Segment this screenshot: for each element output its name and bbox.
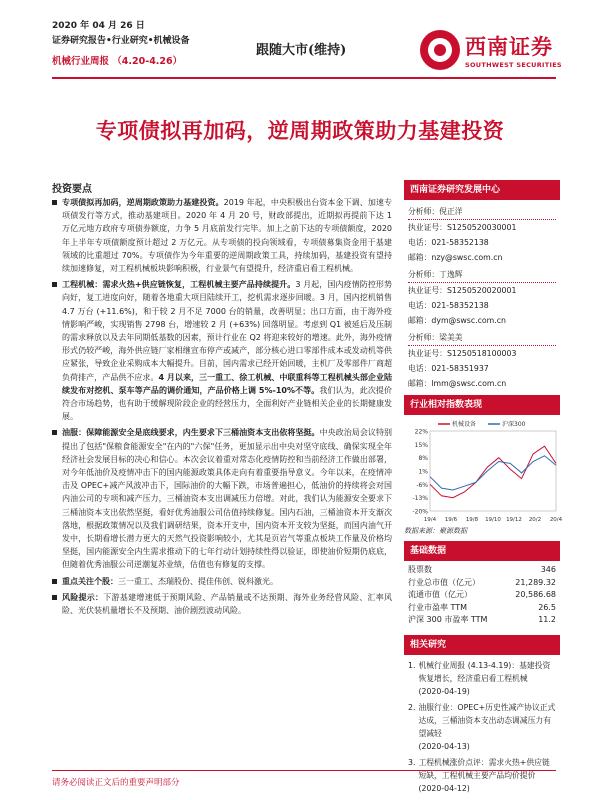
- related-date: (2020-04-12): [418, 783, 470, 793]
- report-date: 2020 年 04 月 26 日: [52, 21, 145, 31]
- footer-divider: [52, 770, 556, 771]
- bullet-policy: [52, 196, 392, 275]
- analyst-block: [408, 204, 556, 265]
- x-tick-label: 19/12: [506, 517, 522, 523]
- related-title: 机械行业周报 (4.13-4.19)：基建投资恢复增长，经济重启看工程机械: [418, 660, 551, 683]
- analyst-email[interactable]: 邮箱：nzy@swsc.com.cn: [408, 253, 503, 262]
- analyst-block: [408, 267, 556, 328]
- related-item[interactable]: [408, 756, 556, 795]
- related-number: 1.: [408, 660, 416, 670]
- logo-name-en: SOUTHWEST SECURITIES: [465, 61, 562, 69]
- bullet-lead: 风险提示：: [62, 592, 104, 602]
- fundamentals-value: 20,586.68: [515, 590, 556, 599]
- bullet-text: 2019 年起，中央积极出台资本金下调、加速专项债发行等方式，推动基建项目。2020 年 4 月 20 号，财政部提出，近期拟再提前下达 1 万亿元地方政府专项债券额度，力争 5 月底前发行完毕。加上之前下达的专项债额度，2020 年上半年专项债额度预计超过 2 万亿元。从专项债的投向领域看，专项债募集资金用于基建领域的比重超过 70%。专项债作为今年重要的逆周期政策工具，持续加码，基建投资有望持续加速修复，对工程机械板块影响积极，行业景气有望提升，经济重启看工程机械。: [62, 198, 393, 274]
- y-tick-label: -20%: [412, 508, 428, 516]
- report-type: 机械行业周报 （4.20-4.26）: [52, 56, 183, 67]
- chart-source: 数据来源：聚源数据: [404, 527, 467, 535]
- bullet-lead: 油服：保障能源安全是底线要求，内生要求下三桶油资本支出依将坚挺。: [62, 428, 320, 438]
- x-tick-label: 20/2: [528, 517, 542, 523]
- company-logo: [420, 30, 562, 70]
- analyst-phone: 电话：021-58351937: [408, 364, 489, 373]
- fundamentals-value: 21,289.32: [515, 577, 556, 587]
- fundamentals-value: 26.5: [538, 602, 556, 612]
- analyst-role: 分析师：丁逸辉: [408, 267, 556, 283]
- sidebar: [404, 180, 563, 798]
- x-tick-label: 19/10: [485, 517, 501, 523]
- x-tick-label: 20/4: [549, 517, 563, 523]
- bullet-lead: 专项债拟再加码，逆周期政策助力基建投资。: [62, 198, 224, 207]
- fundamentals-label: 行业总市值（亿元）: [408, 577, 480, 587]
- analyst-phone: 电话：021-58352138: [408, 238, 489, 247]
- fundamentals-value: 11.2: [538, 615, 556, 624]
- bullet-machinery: [52, 278, 392, 423]
- analyst-cert: 执业证号：S1250520030001: [408, 223, 517, 232]
- related-title: 工程机械涨价点评：需求火热+供应链短缺，工程机械主要产品均价提价: [418, 757, 550, 780]
- bullet-text: 下游基建增速低于预期风险、产品销量或不达预期、海外业务经营风险、汇率风险、光伏装机量增长不及预期、油价剧烈波动风险。: [62, 592, 393, 616]
- bullet-text: 3 月起，国内疫情防控形势向好，复工进度向好，随着各地重大项目陆续开工，挖机需求逐步回暖。3 月，国内挖机销售 4.7 万台 (+11.6%)，和于较 2 月不足 7000 台的销量，改善明显；出口方面，由于海外疫情影响严峻，实现销售 2798 台，增速较 2 月 (+63%) 回落明显。考虑到 Q1 被延后及压制的需求释放以及去年同期低基数的因素，预计行业在 Q2 将迎来较好的增速。此外，海外疫情形式仍较严峻，海外供应链厂家相继宣布停产或减产，部分核心进口零部件成本或发动机等供应紧张，导致企业采购成本大幅提升。目前，国内需求已经开始回暖，主机厂及零部件厂商超负荷排产，产品供不应求。: [62, 280, 392, 382]
- bullet-lead: 4 月以来，三一重工、徐工机械、中联重科等工程机械头部企业陆续发布对挖机、泵车等产品的调价通知，产品价格上调 5%-10%不等。: [62, 372, 392, 395]
- fundamentals-heading: 基础数据: [404, 541, 560, 561]
- fundamentals-row: [408, 564, 556, 577]
- fundamentals-label: 股票数: [408, 565, 432, 574]
- analyst-cert: 执业证号：S1250520020001: [408, 286, 517, 295]
- related-number: 2.: [408, 702, 416, 712]
- y-tick-label: 1%: [418, 468, 428, 476]
- related-date: (2020-04-19): [418, 686, 470, 696]
- logo-emblem-icon: [420, 30, 460, 70]
- analyst-role: 分析师：梁美美: [408, 330, 556, 346]
- x-tick-label: 19/8: [465, 517, 479, 523]
- legend-label: 机械设备: [452, 421, 477, 428]
- chart-heading: 行业相对指数表现: [404, 395, 560, 415]
- series-line-machinery: [430, 446, 556, 498]
- x-tick-label: 19/4: [423, 517, 437, 523]
- bullet-lead: 重点关注个股：: [62, 576, 118, 586]
- analyst-email[interactable]: 邮箱：dym@swsc.com.cn: [408, 316, 506, 325]
- chart-frame: [430, 431, 556, 511]
- team-heading: 西南证券研究发展中心: [404, 180, 560, 200]
- analyst-block: [408, 330, 556, 391]
- analyst-email[interactable]: 邮箱：lmm@swsc.com.cn: [408, 379, 507, 388]
- series-line-csi300: [430, 456, 556, 490]
- related-date: (2020-04-13): [418, 741, 470, 751]
- fundamentals-row: [408, 577, 556, 590]
- legend-label: 沪深300: [502, 421, 526, 428]
- report-title: 专项债拟再加码，逆周期政策助力基建投资: [95, 118, 505, 143]
- related-title: 油服行业：OPEC+历史性减产协议正式达成，三桶油资本支出动态调减压力有望减轻: [418, 702, 556, 738]
- y-tick-label: -13%: [412, 495, 428, 503]
- analyst-cert: 执业证号：S1250518100003: [408, 349, 517, 358]
- analyst-role: 分析师：倪正洋: [408, 204, 556, 220]
- y-tick-label: 8%: [418, 455, 428, 463]
- fundamentals-label: 行业市盈率 TTM: [408, 602, 468, 612]
- report-category: 证券研究报告•行业研究•机械设备: [52, 36, 190, 46]
- related-number: 3.: [408, 757, 416, 767]
- rating: 跟随大市(维持): [256, 43, 347, 58]
- x-tick-label: 19/6: [444, 517, 458, 523]
- related-item[interactable]: [408, 659, 556, 698]
- footer-disclaimer: 请务必阅读正文后的重要声明部分: [52, 778, 180, 788]
- fundamentals-row: [408, 602, 556, 615]
- summary-heading: 投资要点: [52, 184, 92, 195]
- related-heading: 相关研究: [404, 635, 560, 655]
- fundamentals-value: 346: [540, 565, 556, 574]
- bullet-risks: [52, 591, 392, 617]
- bullet-oilfield: [52, 426, 392, 571]
- y-tick-label: 15%: [414, 441, 428, 449]
- fundamentals-row: [408, 614, 556, 627]
- related-item[interactable]: [408, 701, 556, 753]
- fundamentals-table: [408, 564, 556, 627]
- y-tick-label: -6%: [416, 481, 428, 489]
- bullet-text: 中央政治局会议特别提出了包括"保粮食能源安全"在内的"六保"任务，更加显示出中央对坚守底线、确保实现全年经济社会发展目标的决心和信心。本次会议着重对常态化疫情防控和当前经济工作做出部署，对今年低油价及疫情冲击下的国内能源政策具体走向有着重要指导意义。今年以来，在疫情冲击及 OPEC+减产风波冲击下，国际油价的大幅下跌，市场普遍担心，低油价的持续将会对国内油公司的专项和减产压力，三桶油资本支出调减压力倍增。对此，我们认为能源安全要求下三桶油资本支出依然坚挺，看好优秀油服公司估值持续修复。国内石油，三桶油资本开支渐次落地，根据政策情况以及我们调研结果，资本开支中，国内资本开支较为坚挺，而国内油气开发中，长期看增长潜力更大的天然气投资影响较小，尤其是页岩气等重点板块工作量及价格均坚挺，国内能源安全内生需求推动下的七年行动计划持续性得以验证，即使油价短期仍底底，但随着优秀油服公司逆潮复苏业绩，估值也有修复的支撑。: [62, 428, 393, 570]
- fundamentals-row: [408, 589, 556, 602]
- relative-index-chart: [404, 417, 563, 525]
- bullet-text: 我们认为，此次提价符合市场趋势，也有助于缓解现阶段企业的经营压力，全面利好产业链相关企业的长期健康发展。: [62, 385, 392, 422]
- fundamentals-label: 沪深 300 市盈率 TTM: [408, 615, 488, 624]
- bullet-stocks: [52, 575, 392, 588]
- bullet-text: 三一重工、杰瑞股份、提佳伟创、锐科激光。: [118, 576, 278, 586]
- header-divider: [52, 77, 556, 79]
- fundamentals-label: 流通市值（亿元）: [408, 590, 472, 599]
- y-tick-label: 22%: [414, 428, 428, 436]
- analyst-phone: 电话：021-58352138: [408, 301, 489, 310]
- summary-body: [52, 196, 392, 620]
- bullet-lead: 工程机械：需求火热+供应链恢复，工程机械主要产品持续提升。: [62, 280, 296, 290]
- logo-name-cn: 西南证券: [465, 34, 553, 59]
